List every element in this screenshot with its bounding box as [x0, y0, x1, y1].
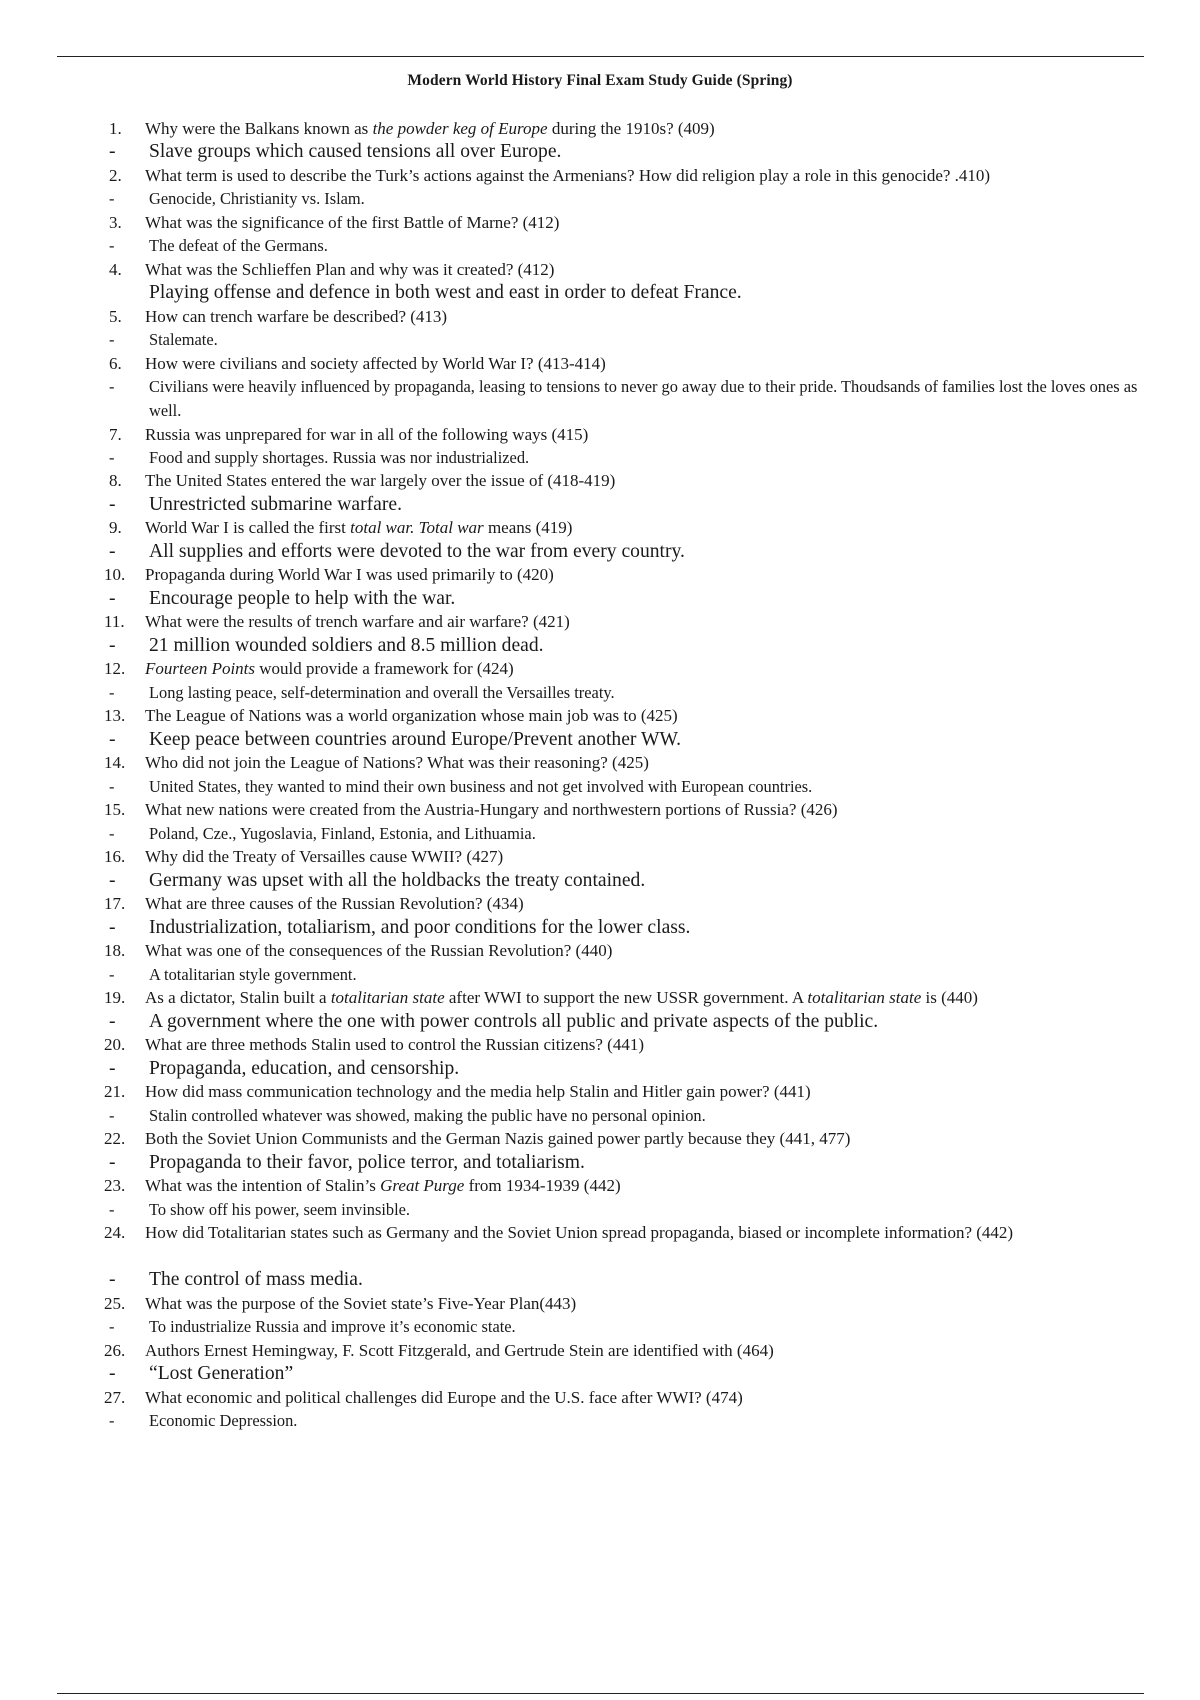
answer-row — [0, 1010, 1200, 1034]
answer-row — [0, 1268, 1200, 1292]
text-run: The United States entered the war largely over the issue of (418-419) — [145, 471, 616, 491]
text-run: Slave groups which caused tensions all over Europe. — [149, 141, 562, 163]
text-run: How did Totalitarian states such as Germany and the Soviet Union spread propaganda, biased or incomplete information? (442) — [145, 1223, 1014, 1243]
answer-bullet: - — [109, 869, 116, 891]
question-number: 27. — [104, 1387, 126, 1407]
text-run: Both the Soviet Union Communists and the German Nazis gained power partly because they (441, 477) — [145, 1129, 851, 1149]
question-text — [145, 1080, 1157, 1103]
text-run: means (419) — [483, 518, 573, 538]
question-number: 24. — [104, 1223, 126, 1243]
text-run: Germany was upset with all the holdbacks the treaty contained. — [149, 869, 646, 891]
answer-bullet: - — [109, 1199, 115, 1219]
text-run: Stalin controlled whatever was showed, making the public have no personal opinion. — [149, 1105, 706, 1125]
question-row — [0, 516, 1200, 539]
answer-text — [149, 587, 1161, 611]
question-row — [0, 423, 1200, 446]
question-text — [145, 798, 1157, 821]
text-run: Poland, Cze., Yugoslavia, Finland, Estonia, and Lithuamia. — [149, 823, 536, 843]
question-text — [145, 352, 1157, 375]
text-run: The League of Nations was a world organization whose main job was to (425) — [145, 706, 678, 726]
answer-bullet: - — [109, 377, 115, 397]
text-run: is (440) — [921, 988, 978, 1008]
question-number: 3. — [109, 212, 122, 232]
answer-bullet: - — [109, 141, 116, 163]
text-run: Russia was unprepared for war in all of the following ways (415) — [145, 424, 589, 444]
question-number: 7. — [109, 424, 122, 444]
text-run: The defeat of the Germans. — [149, 236, 328, 256]
question-text — [145, 704, 1157, 727]
question-text — [145, 1221, 1157, 1244]
answer-text — [149, 1362, 1161, 1386]
answer-bullet: - — [109, 236, 115, 256]
question-row — [0, 469, 1200, 492]
question-text — [145, 610, 1157, 633]
question-number: 26. — [104, 1340, 126, 1360]
question-row — [0, 305, 1200, 328]
text-run: would provide a framework for (424) — [255, 659, 514, 679]
answer-bullet: - — [109, 587, 116, 609]
question-number: 15. — [104, 800, 126, 820]
question-row — [0, 704, 1200, 727]
answer-bullet: - — [109, 776, 115, 796]
text-run: What was the significance of the first Battle of Marne? (412) — [145, 212, 560, 232]
answer-row — [0, 775, 1200, 799]
answer-row — [0, 1104, 1200, 1128]
text-run: What was the intention of Stalin’s — [145, 1176, 381, 1196]
answer-text — [149, 281, 1161, 305]
answer-bullet: - — [109, 1057, 116, 1079]
answer-row — [0, 963, 1200, 987]
question-number: 18. — [104, 941, 126, 961]
answer-row — [0, 1315, 1200, 1339]
text-run: To industrialize Russia and improve it’s economic state. — [149, 1317, 516, 1337]
answer-bullet: - — [109, 1010, 116, 1032]
question-text — [145, 1386, 1157, 1409]
answer-row — [0, 634, 1200, 658]
question-text — [145, 986, 1157, 1009]
answer-bullet: - — [109, 447, 115, 467]
answer-bullet: - — [109, 964, 115, 984]
question-text — [145, 423, 1157, 446]
answer-bullet: - — [109, 189, 115, 209]
italic-term: total war. Total war — [350, 518, 484, 538]
question-number: 25. — [104, 1293, 126, 1313]
answer-bullet: - — [109, 1317, 115, 1337]
text-run: What was the purpose of the Soviet state’s Five-Year Plan(443) — [145, 1293, 577, 1313]
text-run: Food and supply shortages. Russia was nor industrialized. — [149, 447, 530, 467]
answer-row — [0, 328, 1200, 352]
question-text — [145, 751, 1157, 774]
question-text — [145, 469, 1157, 492]
question-number: 8. — [109, 471, 122, 491]
question-text — [145, 164, 1157, 187]
question-number: 19. — [104, 988, 126, 1008]
text-run: A totalitarian style government. — [149, 964, 357, 984]
answer-text — [149, 1315, 1161, 1339]
text-run: What was the Schlieffen Plan and why was it created? (412) — [145, 259, 555, 279]
answer-text — [149, 822, 1161, 846]
text-run: What term is used to describe the Turk’s actions against the Armenians? How did religion play a role in this genocide? .410) — [145, 165, 991, 185]
text-run: All supplies and efforts were devoted to the war from every country. — [149, 540, 685, 562]
text-run: Who did not join the League of Nations? What was their reasoning? (425) — [145, 753, 649, 773]
text-run: What were the results of trench warfare and air warfare? (421) — [145, 612, 570, 632]
text-run: from 1934-1939 (442) — [464, 1176, 621, 1196]
italic-term: Great Purge — [380, 1176, 465, 1196]
answer-bullet: - — [109, 493, 116, 515]
question-row — [0, 1033, 1200, 1056]
question-row — [0, 117, 1200, 140]
text-run: How did mass communication technology and the media help Stalin and Hitler gain power? (441) — [145, 1082, 811, 1102]
question-row — [0, 845, 1200, 868]
text-run: Propaganda to their favor, police terror, and totaliarism. — [149, 1151, 585, 1173]
answer-text — [149, 140, 1161, 164]
question-row — [0, 939, 1200, 962]
question-row — [0, 986, 1200, 1009]
question-number: 17. — [104, 894, 126, 914]
question-number: 16. — [104, 847, 126, 867]
answer-row — [0, 728, 1200, 752]
text-run: Industrialization, totaliarism, and poor conditions for the lower class. — [149, 916, 691, 938]
answer-row — [0, 140, 1200, 164]
text-run: How were civilians and society affected by World War I? (413-414) — [145, 353, 606, 373]
answer-row — [0, 869, 1200, 893]
question-row — [0, 563, 1200, 586]
question-text — [145, 563, 1157, 586]
answer-row — [0, 1057, 1200, 1081]
question-row — [0, 1221, 1200, 1268]
answer-text — [149, 540, 1161, 564]
text-run: Why did the Treaty of Versailles cause WWII? (427) — [145, 847, 504, 867]
question-row — [0, 1174, 1200, 1197]
question-text — [145, 1127, 1157, 1150]
answer-row — [0, 1362, 1200, 1386]
question-number: 12. — [104, 659, 126, 679]
answer-text — [149, 1151, 1161, 1175]
question-row — [0, 657, 1200, 680]
answer-bullet: - — [109, 823, 115, 843]
text-run: To show off his power, seem invinsible. — [149, 1199, 411, 1219]
answer-bullet: - — [109, 1269, 116, 1291]
question-text — [145, 211, 1157, 234]
text-run: Why were the Balkans known as — [145, 119, 373, 138]
text-run: World War I is called the first — [145, 518, 351, 538]
answer-text — [149, 916, 1161, 940]
question-number: 5. — [109, 306, 122, 326]
question-text — [145, 939, 1157, 962]
answer-bullet: - — [109, 1410, 115, 1430]
answer-text — [149, 728, 1161, 752]
answer-text — [149, 234, 1161, 258]
question-row — [0, 1127, 1200, 1150]
question-number: 10. — [104, 565, 126, 585]
question-number: 2. — [109, 165, 122, 185]
answer-text — [149, 1057, 1161, 1081]
answer-text — [149, 187, 1161, 211]
question-text — [145, 845, 1157, 868]
text-run: As a dictator, Stalin built a — [145, 988, 331, 1008]
answer-bullet: - — [109, 330, 115, 350]
answer-text — [149, 1198, 1161, 1222]
question-row — [0, 258, 1200, 281]
answer-row — [0, 234, 1200, 258]
answer-text — [149, 1104, 1161, 1128]
text-run: Keep peace between countries around Europe/Prevent another WW. — [149, 728, 682, 750]
question-row — [0, 798, 1200, 821]
answer-text — [149, 681, 1161, 705]
italic-term: totalitarian state — [330, 988, 445, 1008]
answer-bullet: - — [109, 540, 116, 562]
text-run: What economic and political challenges did Europe and the U.S. face after WWI? (474) — [145, 1387, 743, 1407]
text-run: What new nations were created from the Austria-Hungary and northwestern portions of Russia? (426) — [145, 800, 838, 820]
answer-row — [0, 493, 1200, 517]
text-run: United States, they wanted to mind their own business and not get involved with European countries. — [149, 776, 813, 796]
answer-text — [149, 446, 1161, 470]
italic-term: totalitarian state — [807, 988, 922, 1008]
question-row — [0, 1080, 1200, 1103]
answer-row — [0, 1151, 1200, 1175]
question-row — [0, 751, 1200, 774]
study-guide-list — [0, 117, 1200, 1433]
answer-text — [149, 1010, 1161, 1034]
answer-row — [0, 446, 1200, 470]
answer-text — [149, 493, 1161, 517]
italic-term: the powder keg of Europe — [372, 119, 548, 138]
answer-row — [0, 187, 1200, 211]
question-row — [0, 211, 1200, 234]
text-run: Long lasting peace, self-determination and overall the Versailles treaty. — [149, 682, 615, 702]
question-row — [0, 1339, 1200, 1362]
text-run: Civilians were heavily influenced by propaganda, leasing to tensions to never go away due to their pride. Thoudsands of families lost the loves ones as well. — [149, 377, 1138, 420]
question-text — [145, 1339, 1157, 1362]
question-number: 20. — [104, 1035, 126, 1055]
text-run: How can trench warfare be described? (413) — [145, 306, 448, 326]
answer-bullet: - — [109, 728, 116, 750]
text-run: during the 1910s? (409) — [547, 119, 715, 138]
bottom-rule — [57, 1693, 1144, 1694]
answer-bullet: - — [109, 1363, 116, 1384]
text-run: Genocide, Christianity vs. Islam. — [149, 189, 365, 209]
question-text — [145, 117, 1157, 140]
answer-text — [149, 1409, 1161, 1433]
text-run: Propaganda during World War I was used primarily to (420) — [145, 565, 554, 585]
question-number: 22. — [104, 1129, 126, 1149]
answer-row — [0, 1409, 1200, 1433]
text-run: “Lost Generation” — [149, 1363, 294, 1384]
answer-bullet: - — [109, 634, 116, 656]
italic-term: Fourteen Points — [145, 659, 256, 679]
question-row — [0, 164, 1200, 187]
text-run: Authors Ernest Hemingway, F. Scott Fitzgerald, and Gertrude Stein are identified with (464) — [145, 1340, 774, 1360]
answer-row — [0, 822, 1200, 846]
text-run: Encourage people to help with the war. — [149, 587, 456, 609]
answer-text — [149, 1268, 1161, 1292]
question-row — [0, 352, 1200, 375]
question-number: 1. — [109, 119, 122, 138]
question-number: 14. — [104, 753, 126, 773]
answer-row — [0, 1198, 1200, 1222]
question-text — [145, 305, 1157, 328]
text-run: The control of mass media. — [149, 1269, 363, 1291]
text-run: What are three causes of the Russian Revolution? (434) — [145, 894, 524, 914]
question-text — [145, 892, 1157, 915]
question-number: 4. — [109, 259, 122, 279]
text-run: Economic Depression. — [149, 1410, 298, 1430]
text-run: What are three methods Stalin used to control the Russian citizens? (441) — [145, 1035, 645, 1055]
answer-row — [0, 916, 1200, 940]
answer-row — [0, 281, 1200, 305]
answer-row — [0, 540, 1200, 564]
answer-text — [149, 775, 1161, 799]
answer-bullet: - — [109, 1105, 115, 1125]
answer-text — [149, 869, 1161, 893]
question-text — [145, 1292, 1157, 1315]
answer-row — [0, 681, 1200, 705]
question-number: 21. — [104, 1082, 126, 1102]
answer-row — [0, 587, 1200, 611]
text-run: Playing offense and defence in both west and east in order to defeat France. — [149, 282, 742, 304]
question-row — [0, 1386, 1200, 1409]
top-rule — [57, 56, 1144, 57]
question-text — [145, 657, 1157, 680]
text-run: What was one of the consequences of the Russian Revolution? (440) — [145, 941, 613, 961]
question-row — [0, 610, 1200, 633]
text-run: A government where the one with power controls all public and private aspects of the public. — [149, 1010, 879, 1032]
question-row — [0, 1292, 1200, 1315]
answer-text — [149, 328, 1161, 352]
answer-row — [0, 375, 1200, 422]
text-run: Stalemate. — [149, 330, 218, 350]
text-run: after WWI to support the new USSR government. A — [444, 988, 808, 1008]
question-number: 6. — [109, 353, 122, 373]
question-number: 11. — [104, 612, 125, 632]
answer-bullet: - — [109, 916, 116, 938]
question-number: 13. — [104, 706, 126, 726]
question-text — [145, 258, 1157, 281]
question-text — [145, 516, 1157, 539]
question-text — [145, 1033, 1157, 1056]
text-run: 21 million wounded soldiers and 8.5 million dead. — [149, 634, 544, 656]
text-run: Propaganda, education, and censorship. — [149, 1057, 460, 1079]
answer-text — [149, 375, 1161, 422]
question-text — [145, 1174, 1157, 1197]
text-run: Unrestricted submarine warfare. — [149, 493, 402, 515]
page-title: Modern World History Final Exam Study Guide (Spring) — [407, 72, 793, 89]
question-row — [0, 892, 1200, 915]
answer-bullet: - — [109, 682, 115, 702]
answer-text — [149, 963, 1161, 987]
question-number: 9. — [109, 518, 122, 538]
answer-text — [149, 634, 1161, 658]
question-number: 23. — [104, 1176, 126, 1196]
answer-bullet: - — [109, 1151, 116, 1173]
